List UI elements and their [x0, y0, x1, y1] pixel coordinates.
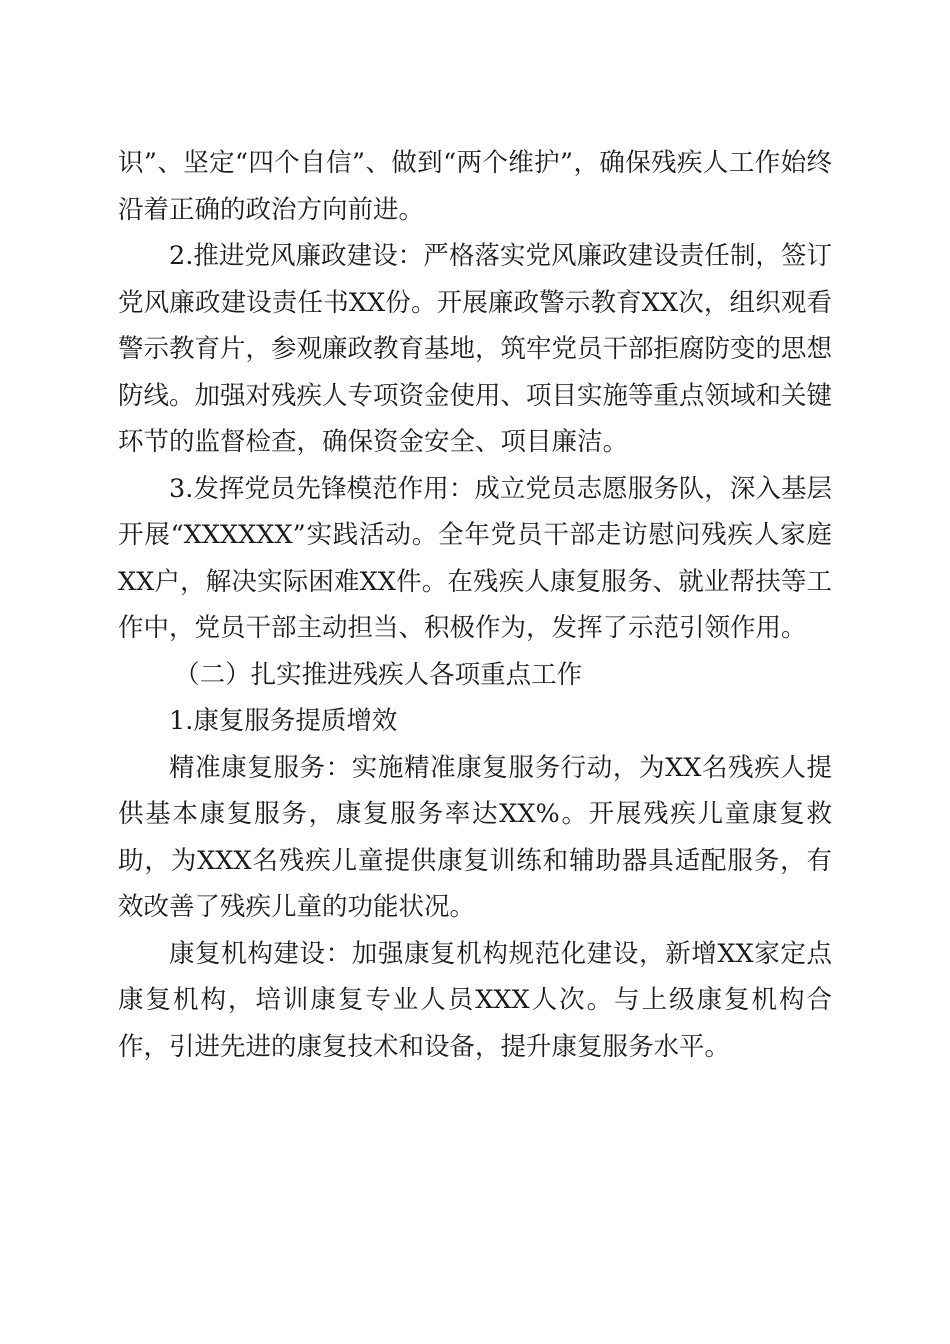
document-body	[118, 140, 832, 1070]
paragraph-party-vanguard: 3.发挥党员先锋模范作用：成立党员志愿服务队，深入基层开展“XXXXXX”实践活动。全年党员干部走访慰问残疾人家庭XX户，解决实际困难XX件。在残疾人康复服务、就业帮扶等工作中，党员干部主动担当、积极作为，发挥了示范引领作用。	[118, 473, 832, 643]
paragraph-continued: 识”、坚定“四个自信”、做到“两个维护”，确保残疾人工作始终沿着正确的政治方向前进。	[118, 148, 832, 225]
paragraph-precise-rehab: 精准康复服务：实施精准康复服务行动，为XX名残疾人提供基本康复服务，康复服务率达XX%。开展残疾儿童康复救助，为XXX名残疾儿童提供康复训练和辅助器具适配服务，有效改善了残疾儿童的功能状况。	[118, 752, 832, 922]
subsection-heading: 1.康复服务提质增效	[169, 706, 398, 736]
section-heading: （二）扎实推进残疾人各项重点工作	[174, 659, 583, 690]
paragraph-party-conduct: 2.推进党风廉政建设：严格落实党风廉政建设责任制，签订党风廉政建设责任书XX份。开展廉政警示教育XX次，组织观看警示教育片，参观廉政教育基地，筑牢党员干部拒腐防变的思想防线。加强对残疾人专项资金使用、项目实施等重点领域和关键环节的监督检查，确保资金安全、项目廉洁。	[118, 241, 833, 457]
paragraph-rehab-institutions: 康复机构建设：加强康复机构规范化建设，新增XX家定点康复机构，培训康复专业人员XXX人次。与上级康复机构合作，引进先进的康复技术和设备，提升康复服务水平。	[118, 938, 832, 1062]
